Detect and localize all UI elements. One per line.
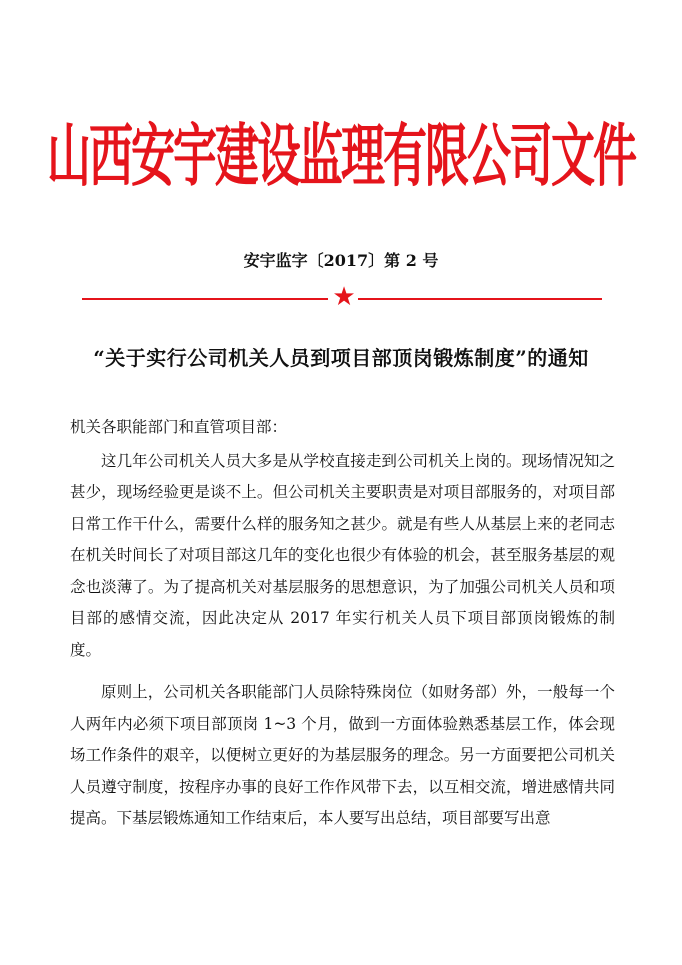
star-icon: ★ — [332, 282, 356, 312]
document-number: 安宇监字〔2017〕第 2 号 — [243, 251, 439, 270]
organization-header-title: 山西安宇建设监理有限公司文件 — [47, 117, 635, 197]
notice-title: “关于实行公司机关人员到项目部顶岗锻炼制度”的通知 — [93, 346, 589, 370]
document-body — [70, 412, 615, 835]
salutation: 机关各职能部门和直管项目部： — [70, 418, 288, 436]
body-paragraph-2: 原则上，公司机关各职能部门人员除特殊岗位（如财务部）外，一般每一个人两年内必须下项目部顶岗 1~3 个月，做到一方面体验熟悉基层工作，体会现场工作条件的艰辛，以便树立更好的为基层服务的理念。另一方面要把公司机关人员遵守制度，按程序办事的良好工作作风带下去，以互相交流，增进感情共同提高。下基层锻炼通知工作结束后，本人要写出总结，项目部要写出意 — [70, 683, 615, 827]
body-paragraph-1: 这几年公司机关人员大多是从学校直接走到公司机关上岗的。现场情况知之甚少，现场经验更是谈不上。但公司机关主要职责是对项目部服务的，对项目部日常工作干什么，需要什么样的服务知之甚少。就是有些人从基层上来的老同志在机关时间长了对项目部这几年的变化也很少有体验的机会，甚至服务基层的观念也淡薄了。为了提高机关对基层服务的思想意识，为了加强公司机关人员和项目部的感情交流，因此决定从 2017 年实行机关人员下项目部顶岗锻炼的制度。 — [70, 451, 615, 659]
divider-line-left — [82, 298, 328, 300]
red-divider — [82, 282, 602, 312]
divider-line-right — [358, 298, 602, 300]
